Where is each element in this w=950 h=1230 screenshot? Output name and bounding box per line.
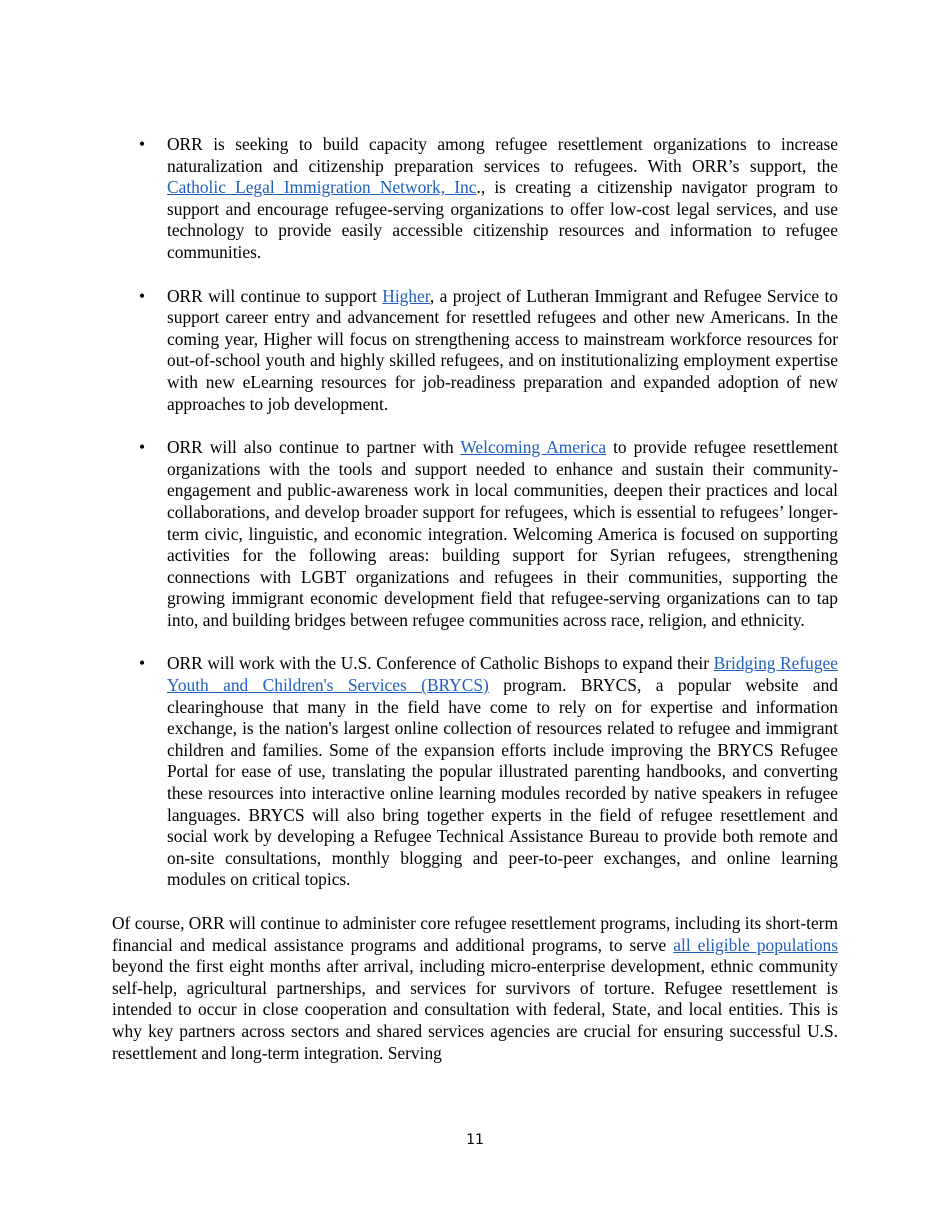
closing-paragraph — [112, 913, 838, 1064]
bullet-text-after: ., is creating a citizenship navigator program to support and encourage refugee-serving organizations to offer low-cost legal services, and use technology to provide easily accessible citizenship resources and information to refugee communities. — [167, 177, 838, 262]
bullet-icon: • — [139, 437, 146, 458]
bullet-text-after: to provide refugee resettlement organizations with the tools and support needed to enhance and sustain their community-engagement and public-awareness work in local communities, deepen their practices and local collaborations, and develop broader support for refugees, which is essential to refugees’ longer-term civic, linguistic, and economic integration. Welcoming America is focused on supporting activities for the following areas: building support for Syrian refugees, strengthening connections with LGBT organizations and refugees in their communities, supporting the growing immigrant economic development field that refugee-serving organizations can to tap into, and building bridges between refugee communities across race, religion, and ethnicity. — [167, 437, 838, 630]
link-higher[interactable]: Higher — [382, 285, 430, 306]
bullet-text-before: ORR will continue to support — [167, 285, 383, 306]
bullet-item-higher — [112, 286, 838, 416]
bullet-item-citizenship — [112, 134, 838, 264]
link-all-eligible-populations[interactable]: all eligible populations — [673, 934, 838, 955]
bullet-item-welcoming-america — [112, 437, 838, 631]
link-brycs[interactable]: Bridging Refugee Youth and Children's Services (BRYCS) — [167, 653, 838, 696]
bullet-text-after: program. BRYCS, a popular website and clearinghouse that many in the field have come to rely on for expertise and information exchange, is the nation's largest online collection of resources related to refugee and immigrant children and families. Some of the expansion efforts include improving the BRYCS Refugee Portal for ease of use, translating the popular illustrated parenting handbooks, and converting these resources into interactive online learning modules recorded by native speakers in refugee languages. BRYCS will also bring together experts in the field of refugee resettlement and social work by developing a Refugee Technical Assistance Bureau to provide both remote and on-site consultations, monthly blogging and peer-to-peer exchanges, and online learning modules on critical topics. — [167, 675, 839, 890]
bullet-text-after: , a project of Lutheran Immigrant and Refugee Service to support career entry and advancement for resettled refugees and other new Americans. In the coming year, Higher will focus on strengthening access to mainstream workforce resources for out-of-school youth and highly skilled refugees, and on institutionalizing employment expertise with new eLearning resources for job-readiness preparation and expanded adoption of new approaches to job development. — [167, 285, 838, 414]
closing-text-before: Of course, ORR will continue to administer core refugee resettlement programs, including its short-term financial and medical assistance programs and additional programs, to serve — [112, 913, 838, 955]
link-welcoming-america[interactable]: Welcoming America — [460, 437, 607, 458]
bullet-text-before: ORR will also continue to partner with — [167, 437, 461, 458]
link-clinic[interactable]: Catholic Legal Immigration Network, Inc — [167, 177, 477, 198]
bullet-item-brycs — [112, 653, 838, 891]
bullet-icon: • — [139, 653, 146, 674]
bullet-icon: • — [139, 285, 146, 306]
closing-text-after: beyond the first eight months after arrival, including micro-enterprise development, ethnic community self-help, agricultural partnerships, and services for survivors of torture. Refugee resettlement is intended to occur in close cooperation and consultation with federal, State, and local entities. This is why key partners across sectors and shared services agencies are crucial for ensuring successful U.S. resettlement and long-term integration. Serving — [112, 956, 838, 1063]
document-body — [112, 134, 838, 1064]
page-number: 11 — [466, 1132, 484, 1148]
bullet-list — [112, 134, 838, 891]
bullet-text-before: ORR is seeking to build capacity among refugee resettlement organizations to increase naturalization and citizenship preparation services to refugees. With ORR’s support, the — [167, 134, 838, 176]
bullet-text-before: ORR will work with the U.S. Conference of Catholic Bishops to expand their — [167, 653, 714, 674]
bullet-icon: • — [139, 134, 146, 154]
